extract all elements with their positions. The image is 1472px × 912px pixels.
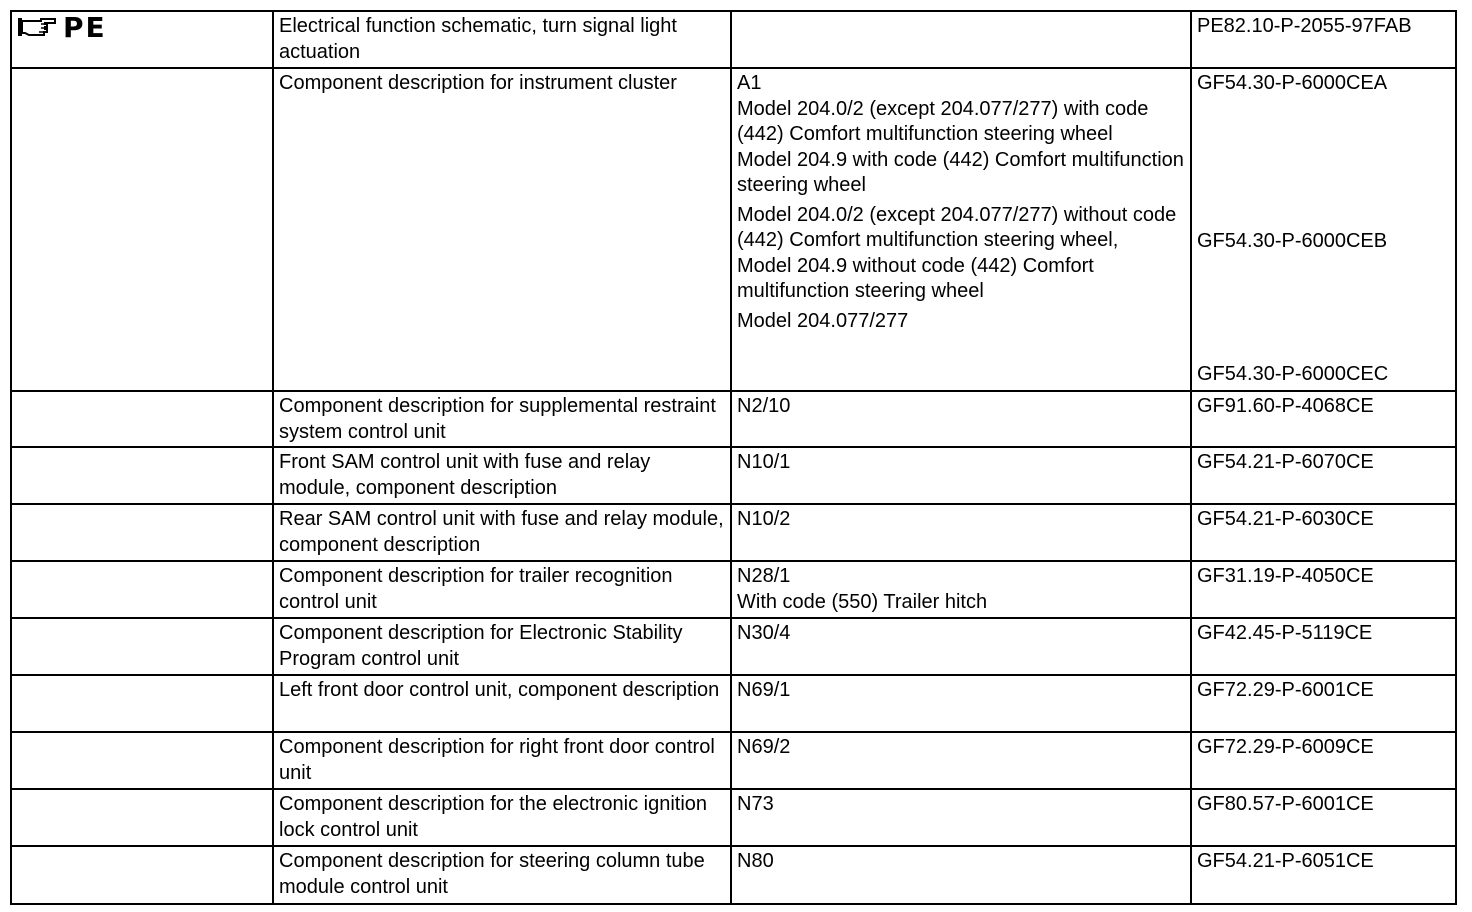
description-text: Component description for steering column tube module control unit [279, 850, 705, 898]
reference-table [10, 10, 1457, 905]
description-text: Component description for the electronic ignition lock control unit [279, 793, 708, 841]
component-cell [731, 732, 1191, 789]
description-cell [273, 846, 731, 904]
reference-link[interactable]: GF54.21-P-6051CE [1197, 850, 1374, 872]
description-cell [273, 561, 731, 618]
reference-link[interactable]: GF54.21-P-6030CE [1197, 508, 1374, 530]
reference-cell [1191, 68, 1456, 391]
description-cell [273, 11, 731, 68]
table-row [11, 732, 1456, 789]
reference-cell [1191, 675, 1456, 732]
empty-cell [11, 68, 273, 391]
description-cell [273, 447, 731, 504]
description-cell [273, 789, 731, 846]
description-cell [273, 618, 731, 675]
table-row [11, 391, 1456, 447]
description-cell [273, 68, 731, 391]
description-text: Component description for right front door control unit [279, 736, 715, 784]
component-text: N80 [737, 850, 774, 872]
table-row [11, 504, 1456, 561]
reference-link[interactable]: GF91.60-P-4068CE [1197, 395, 1374, 417]
reference-link[interactable]: GF42.45-P-5119CE [1197, 622, 1373, 644]
reference-cell [1191, 504, 1456, 561]
reference-cell [1191, 846, 1456, 904]
component-text: N69/1 [737, 679, 791, 701]
description-cell [273, 732, 731, 789]
reference-cell [1191, 732, 1456, 789]
empty-cell [11, 447, 273, 504]
component-text: N10/2 [737, 508, 791, 530]
table-row [11, 789, 1456, 846]
component-text: N10/1 [737, 451, 791, 473]
empty-cell [11, 675, 273, 732]
component-cell [731, 504, 1191, 561]
description-text: Front SAM control unit with fuse and relay module, component description [279, 451, 651, 499]
table-row [11, 447, 1456, 504]
reference-cell [1191, 447, 1456, 504]
reference-link[interactable]: GF54.30-P-6000CEB [1197, 229, 1388, 252]
reference-link[interactable]: GF72.29-P-6001CE [1197, 679, 1374, 701]
component-id: A1 [737, 72, 762, 94]
description-text: Component description for instrument cluster [279, 72, 677, 94]
component-text: N28/1 [737, 565, 791, 587]
table-row [11, 675, 1456, 732]
description-text: Left front door control unit, component description [279, 679, 720, 701]
table-row [11, 846, 1456, 904]
pe-cell [11, 11, 273, 68]
table-row [11, 11, 1456, 68]
description-cell [273, 675, 731, 732]
reference-cell [1191, 391, 1456, 447]
reference-link[interactable]: GF54.30-P-6000CEA [1197, 72, 1388, 94]
description-cell [273, 504, 731, 561]
component-text: N30/4 [737, 622, 791, 644]
component-text: N2/10 [737, 395, 791, 417]
component-cell [731, 11, 1191, 68]
component-text: N69/2 [737, 736, 791, 758]
component-text: N73 [737, 793, 774, 815]
component-cell [731, 561, 1191, 618]
pointing-hand-icon [17, 16, 57, 40]
description-text: Electrical function schematic, turn signal light actuation [279, 15, 677, 63]
variant-line: Model 204.9 without code (442) Comfort multifunction steering wheel [737, 254, 1094, 302]
reference-cell [1191, 618, 1456, 675]
empty-cell [11, 846, 273, 904]
description-text: Component description for Electronic Stability Program control unit [279, 622, 683, 670]
table-row [11, 618, 1456, 675]
pe-label: PE [63, 11, 107, 45]
empty-cell [11, 732, 273, 789]
reference-link[interactable]: GF54.30-P-6000CEC [1197, 363, 1389, 385]
empty-cell [11, 789, 273, 846]
component-cell [731, 675, 1191, 732]
component-cell [731, 789, 1191, 846]
variant-line: Model 204.0/2 (except 204.077/277) without code (442) Comfort multifunction steering wheel, [737, 203, 1177, 251]
reference-cell [1191, 11, 1456, 68]
variant-line: Model 204.9 with code (442) Comfort multifunction steering wheel [737, 148, 1184, 196]
description-cell [273, 391, 731, 447]
description-text: Component description for trailer recognition control unit [279, 565, 673, 613]
reference-link[interactable]: GF72.29-P-6009CE [1197, 736, 1374, 758]
reference-cell [1191, 561, 1456, 618]
component-cell [731, 391, 1191, 447]
variant-line: Model 204.0/2 (except 204.077/277) with code (442) Comfort multifunction steering wheel [737, 97, 1149, 145]
reference-link[interactable]: GF31.19-P-4050CE [1197, 565, 1374, 587]
component-cell [731, 618, 1191, 675]
empty-cell [11, 391, 273, 447]
empty-cell [11, 561, 273, 618]
component-cell [731, 68, 1191, 391]
empty-cell [11, 618, 273, 675]
table-row [11, 561, 1456, 618]
reference-link[interactable]: PE82.10-P-2055-97FAB [1197, 15, 1412, 37]
description-text: Rear SAM control unit with fuse and relay module, component description [279, 508, 724, 556]
table-row [11, 68, 1456, 391]
reference-link[interactable]: GF54.21-P-6070CE [1197, 451, 1374, 473]
component-cell [731, 846, 1191, 904]
reference-cell [1191, 789, 1456, 846]
component-cell [731, 447, 1191, 504]
reference-link[interactable]: GF80.57-P-6001CE [1197, 793, 1374, 815]
component-note: With code (550) Trailer hitch [737, 590, 988, 613]
description-text: Component description for supplemental restraint system control unit [279, 395, 716, 443]
empty-cell [11, 504, 273, 561]
variant-line: Model 204.077/277 [737, 309, 909, 332]
